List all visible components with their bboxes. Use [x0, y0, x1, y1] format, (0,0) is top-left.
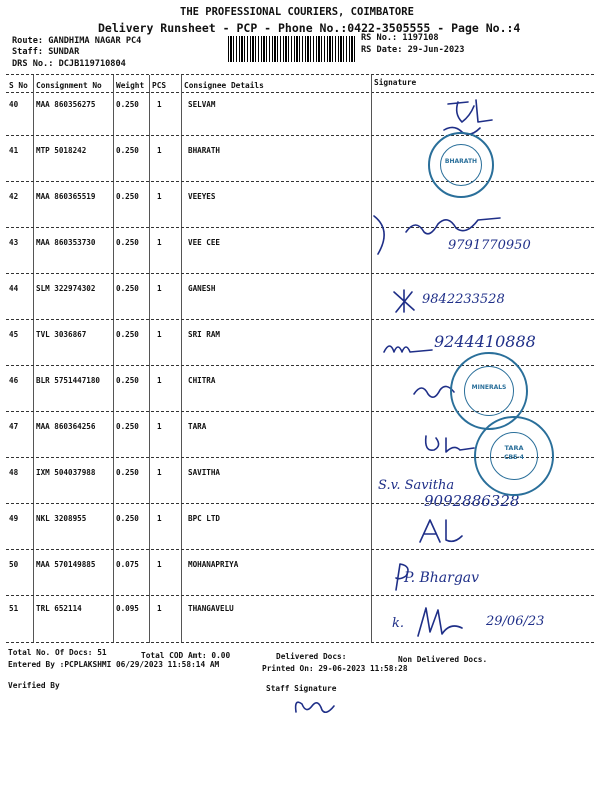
row-pcs: 1 — [157, 376, 162, 385]
signature-row47 — [420, 430, 480, 460]
row-consignee: VEEYES — [188, 192, 216, 201]
column-rule — [149, 75, 150, 643]
row-sno: 49 — [9, 514, 19, 523]
col-sno: S No — [9, 81, 28, 90]
row-sno: 45 — [9, 330, 19, 339]
handwritten-number-row43: 9791770950 — [448, 238, 531, 253]
runsheet-subtitle: Delivery Runsheet - PCP - Phone No.:0422-3505555 - Page No.:4 — [98, 21, 521, 35]
row-weight: 0.250 — [116, 146, 139, 155]
header-bottom-divider — [6, 92, 594, 93]
handwritten-number-row44: 9842233528 — [422, 292, 505, 307]
row-weight: 0.250 — [116, 514, 139, 523]
row-consignee: SAVITHA — [188, 468, 221, 477]
row-weight: 0.250 — [116, 468, 139, 477]
handwritten-name-row48: S.v. Savitha — [378, 478, 455, 493]
row-weight: 0.250 — [116, 422, 139, 431]
row-pcs: 1 — [157, 238, 162, 247]
row-consignee: BPC LTD — [188, 514, 221, 523]
row-weight: 0.075 — [116, 560, 139, 569]
row-consignee: VEE CEE — [188, 238, 221, 247]
row-divider — [6, 595, 594, 596]
entered-by: Entered By :PCPLAKSHMI 06/29/2023 11:58:14 AM — [8, 660, 220, 669]
printed-on: Printed On: 29-06-2023 11:58:28 — [262, 664, 408, 673]
staff-label: Staff: SUNDAR — [12, 47, 80, 57]
row-consignee: SRI RAM — [188, 330, 221, 339]
row-sno: 50 — [9, 560, 19, 569]
handwritten-initial-row51: k. — [392, 616, 405, 631]
row-sno: 46 — [9, 376, 19, 385]
stamp-minerals: MINERALS — [450, 352, 528, 430]
row-pcs: 1 — [157, 146, 162, 155]
row-consignment: MAA 860364256 — [36, 422, 96, 431]
row-pcs: 1 — [157, 468, 162, 477]
row-consignment: TVL 3036867 — [36, 330, 87, 339]
route-label: Route: GANDHIMA NAGAR PC4 — [12, 36, 142, 46]
column-rule — [181, 75, 182, 643]
row-consignee: GANESH — [188, 284, 216, 293]
row-divider — [6, 181, 594, 182]
col-signature: Signature — [374, 78, 417, 87]
barcode — [228, 36, 356, 62]
row-consignment: MAA 860365519 — [36, 192, 96, 201]
signature-row51 — [412, 602, 472, 642]
row-sno: 47 — [9, 422, 19, 431]
row-consignee: CHITRA — [188, 376, 216, 385]
row-divider — [6, 319, 594, 320]
total-docs: Total No. Of Docs: 51 — [8, 648, 107, 657]
rs-date: RS Date: 29-Jun-2023 — [361, 45, 465, 55]
row-weight: 0.250 — [116, 330, 139, 339]
column-rule — [33, 75, 34, 643]
drs-number: DRS No.: DCJB119710804 — [12, 59, 126, 69]
row-sno: 42 — [9, 192, 19, 201]
handwritten-date-row51: 29/06/23 — [486, 614, 545, 629]
row-consignee: TARA — [188, 422, 207, 431]
verified-by: Verified By — [8, 681, 60, 690]
col-pcs: PCS — [152, 81, 167, 90]
non-delivered-docs: Non Delivered Docs. — [398, 655, 488, 664]
row-pcs: 1 — [157, 330, 162, 339]
column-rule — [371, 75, 372, 643]
handwritten-number-row45: 9244410888 — [434, 332, 536, 351]
row-sno: 41 — [9, 146, 19, 155]
row-pcs: 1 — [157, 514, 162, 523]
signature-row45 — [380, 336, 440, 360]
handwritten-number-row48: 9092886328 — [424, 492, 520, 510]
stamp-tara-electricals: TARA CBE-4 — [474, 416, 554, 496]
row-weight: 0.250 — [116, 100, 139, 109]
col-consignment: Consignment No — [36, 81, 102, 90]
signature-row49 — [414, 512, 474, 552]
row-pcs: 1 — [157, 284, 162, 293]
row-weight: 0.250 — [116, 238, 139, 247]
row-weight: 0.250 — [116, 376, 139, 385]
row-pcs: 1 — [157, 422, 162, 431]
row-weight: 0.095 — [116, 604, 139, 613]
row-sno: 44 — [9, 284, 19, 293]
row-consignee: BHARATH — [188, 146, 221, 155]
row-weight: 0.250 — [116, 284, 139, 293]
row-pcs: 1 — [157, 560, 162, 569]
row-consignment: BLR 5751447180 — [36, 376, 101, 385]
company-title: THE PROFESSIONAL COURIERS, COIMBATORE — [180, 6, 414, 18]
row-consignment: MAA 860356275 — [36, 100, 96, 109]
row-consignment: SLM 322974302 — [36, 284, 96, 293]
delivered-docs: Delivered Docs: — [276, 652, 347, 661]
row-divider — [6, 549, 594, 550]
row-divider — [6, 273, 594, 274]
total-cod: Total COD Amt: 0.00 — [141, 651, 231, 660]
handwritten-name-row50: P. Bhargav — [404, 570, 480, 586]
signature-row44 — [390, 286, 420, 316]
col-weight: Weight — [116, 81, 145, 90]
stamp-bharath-chemicals: BHARATH — [428, 132, 494, 198]
row-consignment: NKL 3208955 — [36, 514, 87, 523]
column-rule — [113, 75, 114, 643]
row-sno: 48 — [9, 468, 19, 477]
row-consignment: TRL 652114 — [36, 604, 82, 613]
row-pcs: 1 — [157, 192, 162, 201]
row-consignee: MOHANAPRIYA — [188, 560, 239, 569]
row-sno: 40 — [9, 100, 19, 109]
row-consignee: SELVAM — [188, 100, 216, 109]
row-divider — [6, 135, 594, 136]
rs-number: RS No.: 1197108 — [361, 33, 439, 43]
row-pcs: 1 — [157, 100, 162, 109]
header-top-divider — [6, 74, 594, 75]
row-divider — [6, 642, 594, 643]
row-consignment: MAA 570149885 — [36, 560, 96, 569]
staff-signature — [290, 692, 340, 722]
row-sno: 51 — [9, 604, 19, 613]
staff-signature-label: Staff Signature — [266, 684, 337, 693]
row-consignee: THANGAVELU — [188, 604, 234, 613]
row-pcs: 1 — [157, 604, 162, 613]
row-consignment: MTP 5018242 — [36, 146, 87, 155]
row-sno: 43 — [9, 238, 19, 247]
row-consignment: MAA 860353730 — [36, 238, 96, 247]
row-weight: 0.250 — [116, 192, 139, 201]
row-consignment: IXM 504037988 — [36, 468, 96, 477]
col-consignee: Consignee Details — [184, 81, 264, 90]
